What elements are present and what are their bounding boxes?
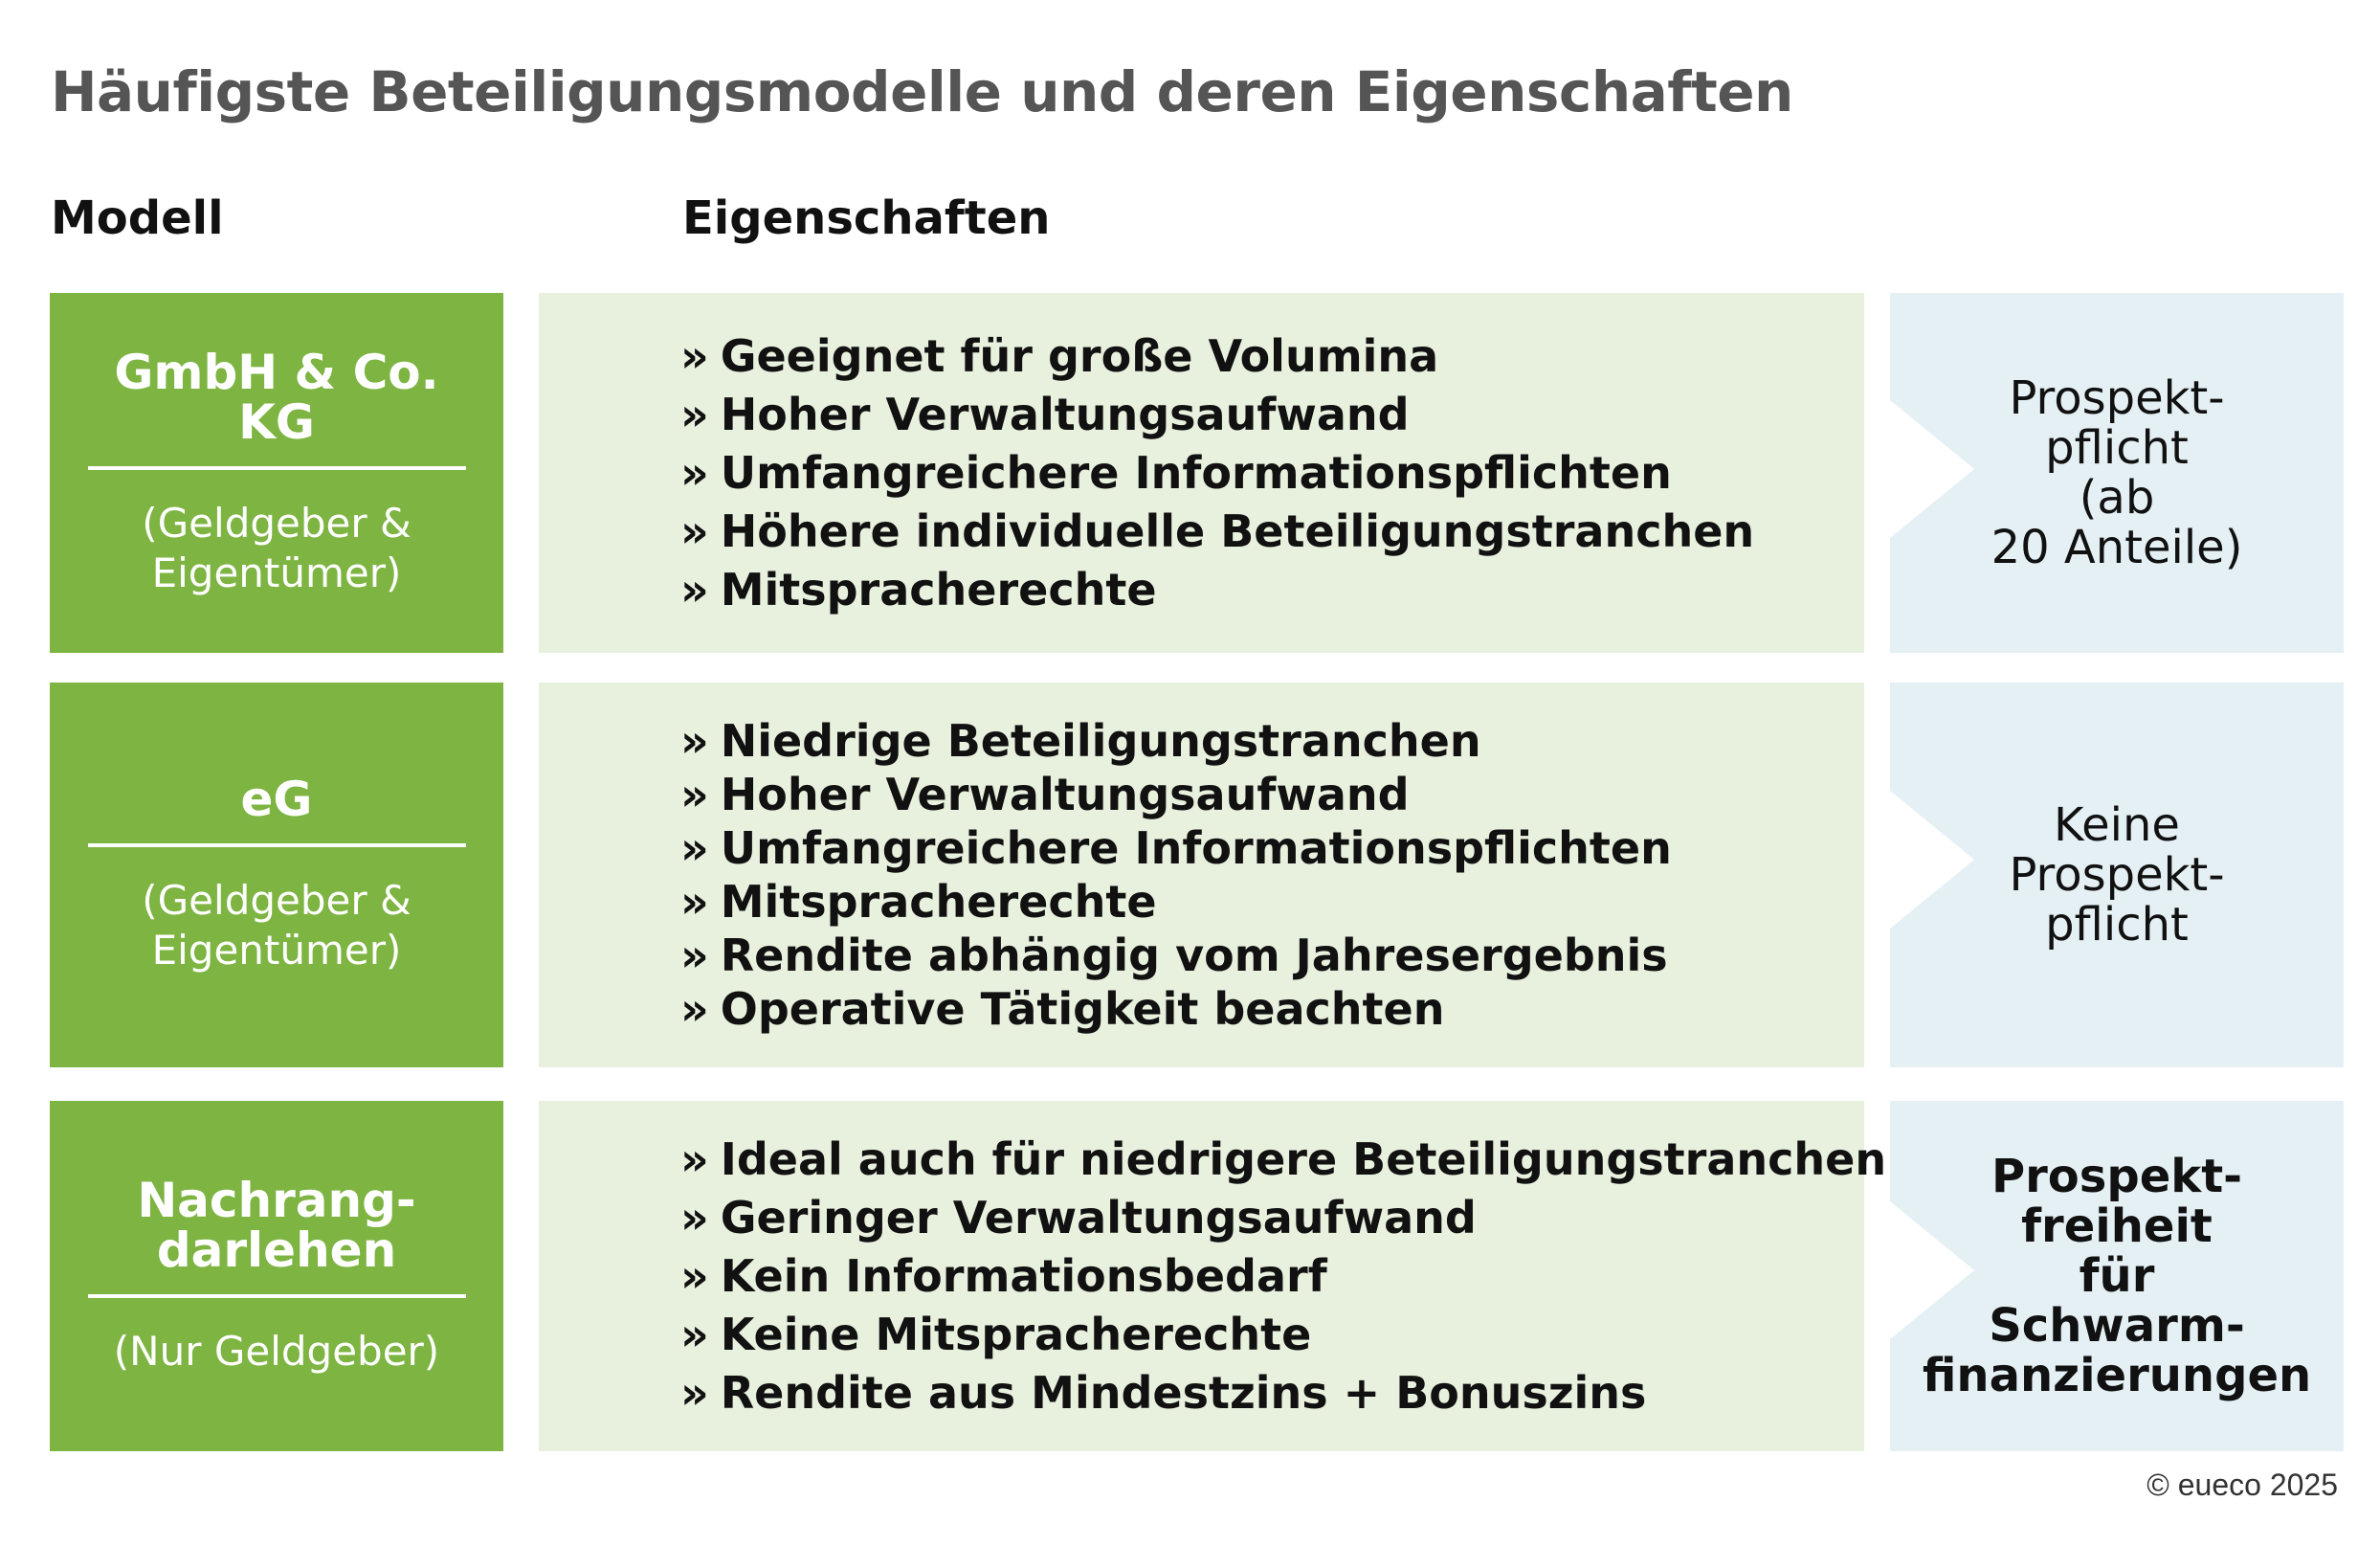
properties-list [680,714,1864,1036]
column-header-model: Modell [51,191,224,245]
properties-box [539,1101,1887,1451]
properties-box [539,293,1864,653]
model-name: eG [88,774,466,847]
property-item [680,768,1864,821]
model-box [50,293,503,653]
bullet: » [680,715,709,767]
bullet: » [680,388,709,440]
bullet: » [680,1308,709,1360]
property-text: Umfangreichere Informationspflichten [720,446,1672,499]
property-text: Geeignet für große Volumina [720,329,1439,382]
property-text: Rendite aus Mindestzins + Bonuszins [720,1366,1647,1419]
property-text: Keine Mitspracherechte [720,1308,1312,1360]
property-text: Mitspracherechte [720,563,1157,616]
property-item [680,561,1864,619]
property-item [680,821,1864,875]
bullet: » [680,1249,709,1302]
bullet: » [680,1191,709,1244]
property-item [680,1189,1864,1247]
properties-box [539,683,1864,1067]
property-text: Operative Tätigkeit beachten [720,983,1445,1035]
model-subtitle: (Nur Geldgeber) [113,1328,440,1375]
copyright-notice: © eueco 2025 [2146,1468,2338,1502]
property-text: Hoher Verwaltungsaufwand [720,769,1410,820]
property-item [680,982,1864,1036]
property-item [680,929,1864,982]
model-box [50,1101,503,1451]
bullet: » [680,983,709,1035]
note-text: Prospekt- freiheit für Schwarm- finanzierungen [1922,1150,2312,1402]
bullet: » [680,822,709,874]
model-name: Nachrang- darlehen [88,1176,466,1298]
model-subtitle: (Geldgeber & Eigentümer) [142,877,411,974]
chevron-notch [1890,791,1974,929]
property-item [680,875,1864,929]
property-item [680,327,1864,386]
bullet: » [680,504,709,557]
properties-list [680,1131,1887,1423]
property-text: Mitspracherechte [720,876,1157,928]
note-text: Prospekt- pflicht (ab 20 Anteile) [1991,371,2243,574]
property-text: Umfangreichere Informationspflichten [720,822,1672,874]
property-text: Ideal auch für niedrigere Beteiligungstranchen [720,1132,1887,1185]
chevron-notch [1890,400,1974,538]
bullet: » [680,769,709,820]
property-item [680,503,1864,561]
property-item [680,386,1864,444]
bullet: » [680,1366,709,1419]
bullet: » [680,1132,709,1185]
model-box [50,683,503,1067]
bullet: » [680,446,709,499]
property-item [680,1306,1864,1364]
bullet: » [680,876,709,928]
property-item [680,1247,1864,1306]
property-item [680,714,1864,768]
property-text: Hoher Verwaltungsaufwand [720,388,1410,440]
note-text: Keine Prospekt- pflicht [2009,798,2225,952]
property-text: Geringer Verwaltungsaufwand [720,1191,1477,1244]
model-name: GmbH & Co. KG [88,347,466,470]
property-text: Niedrige Beteiligungstranchen [720,715,1481,767]
property-text: Rendite abhängig vom Jahresergebnis [720,930,1668,981]
model-subtitle: (Geldgeber & Eigentümer) [142,500,411,596]
property-item [680,444,1864,503]
chevron-notch [1890,1201,1974,1339]
property-text: Kein Informationsbedarf [720,1249,1327,1302]
column-header-properties: Eigenschaften [682,191,1051,245]
bullet: » [680,930,709,981]
bullet: » [680,329,709,382]
page-title: Häufigste Beteiligungsmodelle und deren Eigenschaften [51,59,1793,124]
properties-list [680,327,1864,619]
property-text: Höhere individuelle Beteiligungstranchen [720,504,1755,557]
property-item [680,1364,1864,1423]
property-item [680,1131,1887,1189]
bullet: » [680,563,709,616]
